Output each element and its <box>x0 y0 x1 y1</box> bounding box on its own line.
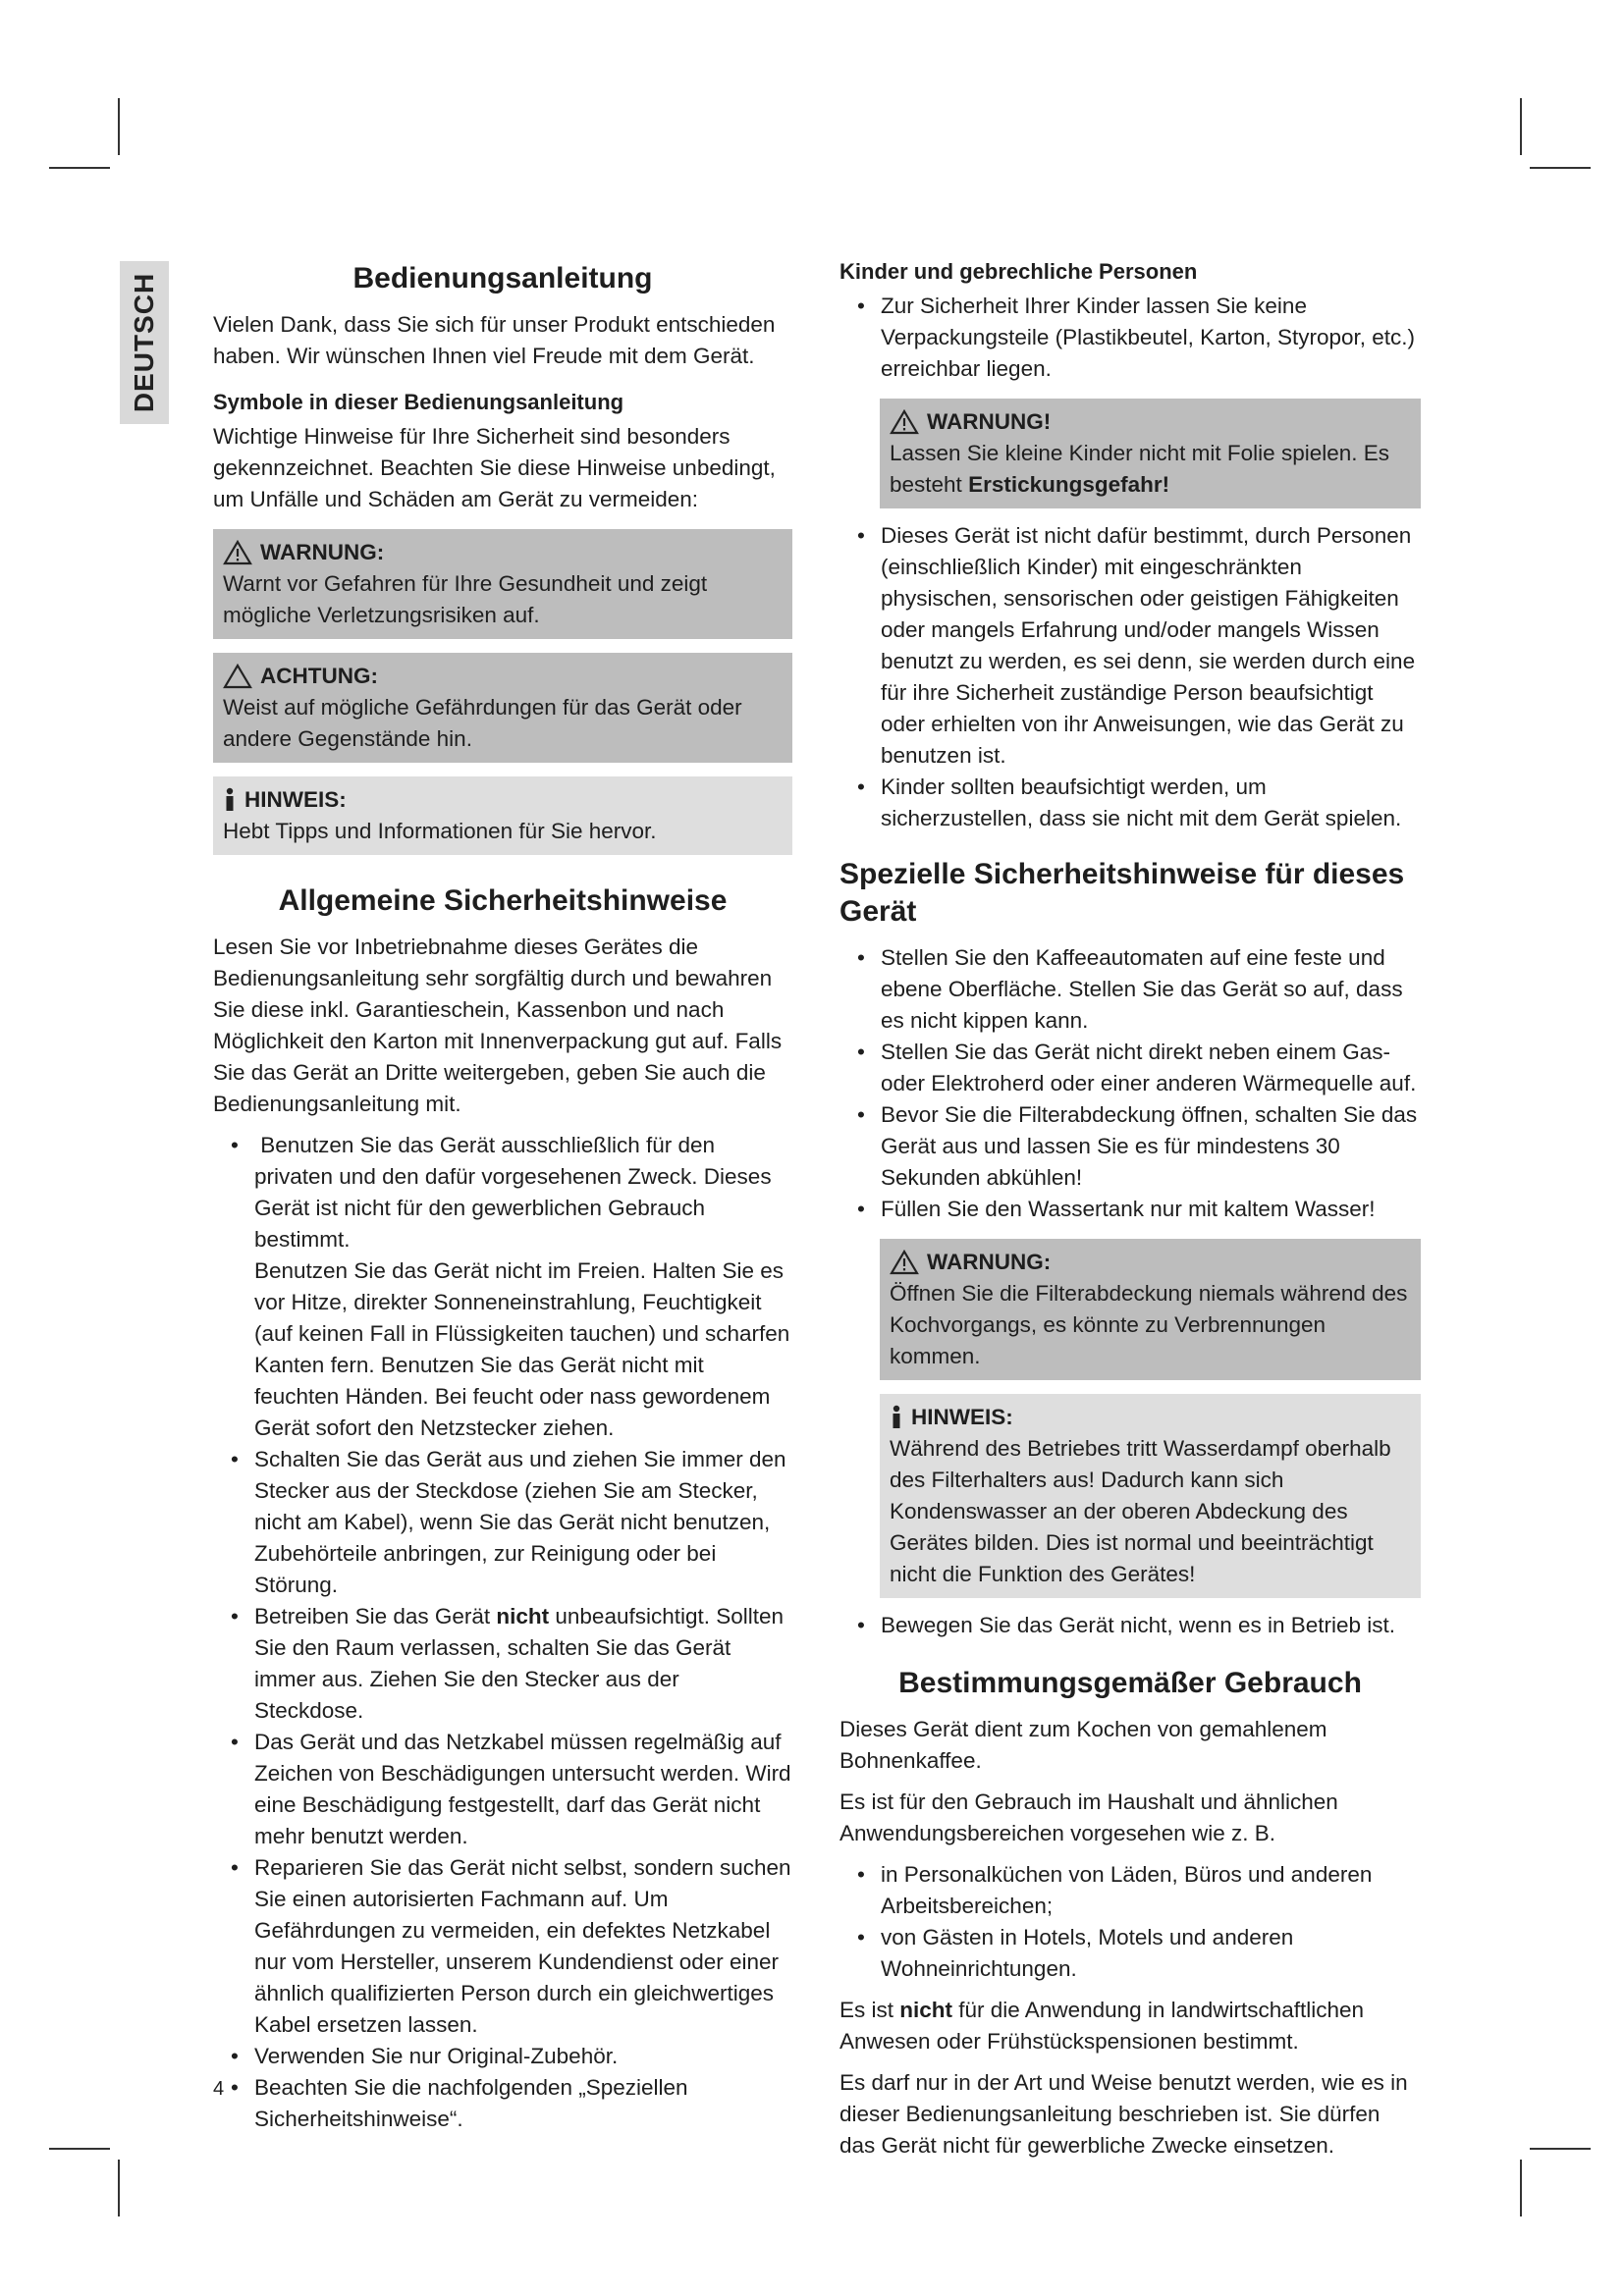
warning-triangle-icon <box>890 409 919 435</box>
caution-box <box>213 653 792 763</box>
steam-note-title: HINWEIS: <box>911 1405 1013 1429</box>
list-item: • Betreiben Sie das Gerät nicht unbeaufsichtigt. Sollten Sie den Raum verlassen, schalten Sie das Gerät immer aus. Ziehen Sie den Stecker aus der Steckdose. <box>213 1601 792 1727</box>
general-safety-list <box>213 1130 792 2135</box>
list-item: • Kinder sollten beaufsichtigt werden, um sicherzustellen, dass sie nicht mit dem Gerät spielen. <box>839 772 1421 834</box>
special-safety-list <box>839 942 1421 1225</box>
warning-triangle-icon <box>890 1250 919 1275</box>
crop-mark <box>49 167 110 169</box>
intended-use-title: Bestimmungsgemäßer Gebrauch <box>898 1667 1362 1699</box>
note-box <box>213 776 792 855</box>
symbols-heading: Symbole in dieser Bedienungsanleitung <box>213 390 624 414</box>
list-item: • Füllen Sie den Wassertank nur mit kaltem Wasser! <box>839 1194 1421 1225</box>
suffocation-warning-text: Lassen Sie kleine Kinder nicht mit Folie spielen. Es besteht Erstickungsgefahr! <box>890 441 1390 497</box>
list-item: • von Gästen in Hotels, Motels und anderen Wohneinrichtungen. <box>839 1922 1421 1985</box>
list-item: • Dieses Gerät ist nicht dafür bestimmt, durch Personen (einschließlich Kinder) mit eingeschränkten physischen, sensorischen oder geistigen Fähigkeiten oder mangels Erfahrung und/oder mangels Wissen benutzt zu werden, es sei denn, sie werden durch eine für ihre Sicherheit zuständige Person beaufsichtigt oder erhielten von ihr Anweisungen, wie das Gerät zu benutzen ist. <box>839 520 1421 772</box>
list-item: • Verwenden Sie nur Original-Zubehör. <box>213 2041 792 2072</box>
language-tab-label: DEUTSCH <box>129 272 159 413</box>
page-number: 4 <box>213 2078 225 2100</box>
list-item: • Zur Sicherheit Ihrer Kinder lassen Sie keine Verpackungsteile (Plastikbeutel, Karton, Styropor, etc.) erreichbar liegen. <box>839 291 1421 385</box>
caution-triangle-icon <box>223 664 252 689</box>
warning-box-text: Warnt vor Gefahren für Ihre Gesundheit und zeigt mögliche Verletzungsrisiken auf. <box>223 571 708 627</box>
special-safety-title: Spezielle Sicherheitshinweise für dieses Gerät <box>839 858 1405 928</box>
children-list <box>839 291 1421 385</box>
suffocation-warning-box <box>880 399 1421 508</box>
language-tab <box>120 261 169 424</box>
list-item: • Bewegen Sie das Gerät nicht, wenn es in Betrieb ist. <box>839 1610 1421 1641</box>
intended-use-p3: Es ist nicht für die Anwendung in landwirtschaftlichen Anwesen oder Frühstückspensionen bestimmt. <box>839 1998 1365 2054</box>
list-item: • Bevor Sie die Filterabdeckung öffnen, schalten Sie das Gerät aus und lassen Sie es für mindestens 30 Sekunden abkühlen! <box>839 1099 1421 1194</box>
crop-mark <box>1520 2160 1522 2216</box>
list-item: • Stellen Sie das Gerät nicht direkt neben einem Gas- oder Elektroherd oder einer anderen Wärmequelle auf. <box>839 1037 1421 1099</box>
children-list-continued <box>839 520 1421 834</box>
crop-mark <box>118 2160 120 2216</box>
intended-use-list <box>839 1859 1421 1985</box>
suffocation-warning-title: WARNUNG! <box>927 409 1052 434</box>
note-box-title: HINWEIS: <box>244 787 347 812</box>
burn-warning-box <box>880 1239 1421 1380</box>
caution-box-text: Weist auf mögliche Gefährdungen für das Gerät oder andere Gegenstände hin. <box>223 695 742 751</box>
intended-use-p4: Es darf nur in der Art und Weise benutzt werden, wie es in dieser Bedienungsanleitung beschrieben ist. Sie dürfen das Gerät nicht für gewerbliche Zwecke einsetzen. <box>839 2070 1408 2158</box>
list-item: • in Personalküchen von Läden, Büros und anderen Arbeitsbereichen; <box>839 1859 1421 1922</box>
intended-use-p2: Es ist für den Gebrauch im Haushalt und ähnlichen Anwendungsbereichen vorgesehen wie z. B. <box>839 1789 1338 1845</box>
crop-mark <box>1530 167 1591 169</box>
crop-mark <box>1520 98 1522 155</box>
steam-note-text: Während des Betriebes tritt Wasserdampf oberhalb des Filterhalters aus! Dadurch kann sich Kondenswasser an der oberen Abdeckung des Gerätes bilden. Dies ist normal und beeinträchtigt nicht die Funktion des Gerätes! <box>890 1436 1391 1586</box>
burn-warning-title: WARNUNG: <box>927 1250 1052 1274</box>
special-safety-list-continued <box>839 1610 1421 1641</box>
list-item: • Stellen Sie den Kaffeeautomaten auf eine feste und ebene Oberfläche. Stellen Sie das Gerät so auf, dass es nicht kippen kann. <box>839 942 1421 1037</box>
children-heading: Kinder und gebrechliche Personen <box>839 259 1198 284</box>
list-item: • Benutzen Sie das Gerät ausschließlich für den privaten und den dafür vorgesehenen Zweck. Dieses Gerät ist nicht für den gewerblichen Gebrauch bestimmt. Benutzen Sie das Gerät nicht im Freien. Halten Sie es vor Hitze, direkter Sonneneinstrahlung, Feuchtigkeit (auf keinen Fall in Flüssigkeiten tauchen) und scharfen Kanten fern. Benutzen Sie das Gerät nicht mit feuchten Händen. Bei feucht oder nass gewordenem Gerät sofort den Netzstecker ziehen. <box>213 1130 792 1444</box>
note-box-text: Hebt Tipps und Informationen für Sie hervor. <box>223 819 657 843</box>
warning-box <box>213 529 792 639</box>
list-item: • Schalten Sie das Gerät aus und ziehen Sie immer den Stecker aus der Steckdose (ziehen Sie am Stecker, nicht am Kabel), wenn Sie das Gerät nicht benutzen, Zubehörteile anbringen, zur Reinigung oder bei Störung. <box>213 1444 792 1601</box>
general-safety-title: Allgemeine Sicherheitshinweise <box>278 884 728 917</box>
crop-mark <box>49 2148 110 2150</box>
intended-use-p1: Dieses Gerät dient zum Kochen von gemahlenem Bohnenkaffee. <box>839 1717 1327 1773</box>
warning-box-title: WARNUNG: <box>260 540 385 564</box>
right-column <box>839 257 1421 2171</box>
info-icon <box>890 1405 903 1430</box>
manual-title: Bedienungsanleitung <box>352 262 653 294</box>
crop-mark <box>1530 2148 1591 2150</box>
left-column <box>213 250 792 2145</box>
list-item: • Das Gerät und das Netzkabel müssen regelmäßig auf Zeichen von Beschädigungen untersucht werden. Wird eine Beschädigung festgestellt, darf das Gerät nicht mehr benutzt werden. <box>213 1727 792 1852</box>
list-item: • Beachten Sie die nachfolgenden „Speziellen Sicherheitshinweise“. <box>213 2072 792 2135</box>
list-item: • Reparieren Sie das Gerät nicht selbst, sondern suchen Sie einen autorisierten Fachmann auf. Um Gefährdungen zu vermeiden, ein defektes Netzkabel nur vom Hersteller, unserem Kundendienst oder einer ähnlich qualifizierten Person durch ein gleichwertiges Kabel ersetzen lassen. <box>213 1852 792 2041</box>
info-icon <box>223 787 237 813</box>
crop-mark <box>118 98 120 155</box>
steam-note-box <box>880 1394 1421 1598</box>
caution-box-title: ACHTUNG: <box>260 664 378 688</box>
general-safety-text: Lesen Sie vor Inbetriebnahme dieses Gerätes die Bedienungsanleitung sehr sorgfältig durch und bewahren Sie diese inkl. Garantieschein, Kassenbon und nach Möglichkeit den Karton mit Innenverpackung gut auf. Falls Sie das Gerät an Dritte weitergeben, geben Sie auch die Bedienungsanleitung mit. <box>213 934 783 1116</box>
burn-warning-text: Öffnen Sie die Filterabdeckung niemals während des Kochvorgangs, es könnte zu Verbrennungen kommen. <box>890 1281 1408 1368</box>
warning-triangle-icon <box>223 540 252 565</box>
intro-text: Vielen Dank, dass Sie sich für unser Produkt entschieden haben. Wir wünschen Ihnen viel Freude mit dem Gerät. <box>213 312 776 368</box>
symbols-text: Wichtige Hinweise für Ihre Sicherheit sind besonders gekennzeichnet. Beachten Sie diese Hinweise unbedingt, um Unfälle und Schäden am Gerät zu vermeiden: <box>213 424 776 511</box>
